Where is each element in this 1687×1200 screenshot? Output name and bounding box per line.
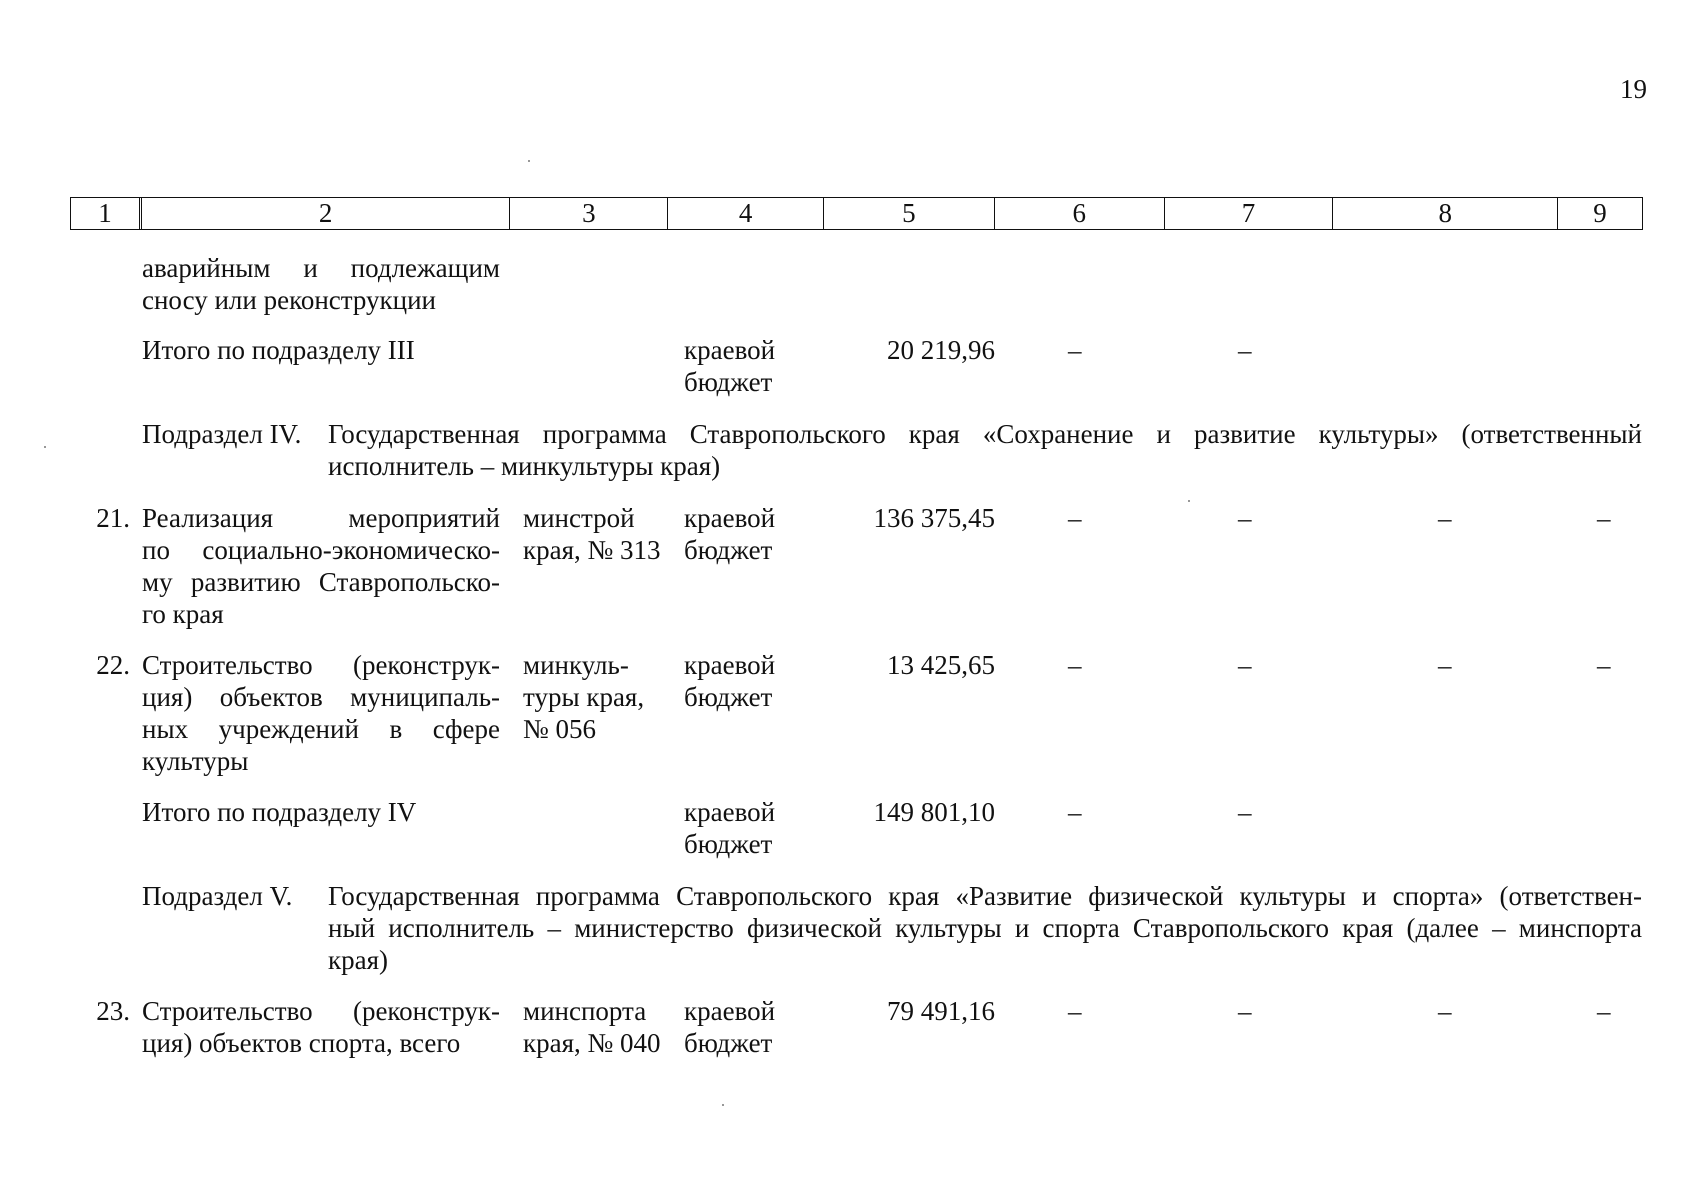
amount: 20 219,96 <box>887 335 995 365</box>
text-line: го края <box>142 599 224 629</box>
header-col-8: 8 <box>1333 198 1558 229</box>
dash-col-7: – <box>1238 996 1252 1026</box>
budget-source <box>684 649 804 713</box>
header-col-7: 7 <box>1165 198 1334 229</box>
amount: 136 375,45 <box>873 503 995 533</box>
header-col-2: 2 <box>142 198 511 229</box>
text-line: Государственная программа Ставропольского края «Развитие физической культуры и спорта» (ответствен- <box>328 881 1642 911</box>
text-line: минкуль- <box>523 650 629 680</box>
text-line: ный исполнитель – министерство физической культуры и спорта Ставропольского края (далее – минспорта <box>328 913 1642 943</box>
measure-name <box>142 649 500 777</box>
budget-source <box>684 502 804 566</box>
text-line: ных учреждений в сфере <box>142 714 500 744</box>
text-line: краевой <box>684 335 776 365</box>
total-label: Итого по подразделу III <box>142 335 415 365</box>
dash-col-6: – <box>1068 996 1082 1026</box>
amount: 149 801,10 <box>873 797 995 827</box>
text-line: Строительство (реконструк- <box>142 996 500 1026</box>
text-line: минспорта <box>523 996 647 1026</box>
subsection-label: Подраздел IV. <box>142 419 302 449</box>
budget-source <box>684 796 804 860</box>
text-line: Реализация мероприятий <box>142 503 500 533</box>
text-line: по социально-экономическо- <box>142 535 500 565</box>
text-line: края, № 040 <box>523 1028 661 1058</box>
executor <box>523 995 673 1059</box>
scan-speck <box>722 1104 724 1106</box>
text-line: Строительство (реконструк- <box>142 650 500 680</box>
executor <box>523 649 673 745</box>
measure-name <box>142 502 500 630</box>
dash-col-6: – <box>1068 335 1082 365</box>
header-col-9: 9 <box>1593 198 1607 228</box>
row-number: 21. <box>96 503 130 533</box>
text-line: краевой <box>684 503 776 533</box>
text-line: края, № 313 <box>523 535 661 565</box>
continuation-text <box>142 252 500 316</box>
dash-col-7: – <box>1238 335 1252 365</box>
scan-speck <box>1188 500 1190 502</box>
column-number-header <box>70 197 1643 230</box>
text-line: № 056 <box>523 714 597 744</box>
text-line: краевой <box>684 996 776 1026</box>
text-line: краевой <box>684 650 776 680</box>
text-line: минстрой <box>523 503 635 533</box>
row-number: 22. <box>96 650 130 680</box>
text-line: края) <box>328 945 389 975</box>
budget-source <box>684 995 804 1059</box>
text-line: ция) объектов муниципаль- <box>142 682 500 712</box>
dash-col-6: – <box>1068 503 1082 533</box>
text-line: бюджет <box>684 1028 773 1058</box>
text-line: бюджет <box>684 682 773 712</box>
measure-name <box>142 995 500 1059</box>
header-col-3: 3 <box>510 198 668 229</box>
subsection-title <box>328 880 1642 976</box>
total-label: Итого по подразделу IV <box>142 797 417 827</box>
text-line: Государственная программа Ставропольского края «Сохранение и развитие культуры» (ответственный <box>328 419 1642 449</box>
executor <box>523 502 673 566</box>
dash-col-7: – <box>1238 797 1252 827</box>
dash-col-9: – <box>1597 650 1611 680</box>
text-line: ция) объектов спорта, всего <box>142 1028 461 1058</box>
text-line: бюджет <box>684 367 773 397</box>
header-col-1: 1 <box>71 198 142 229</box>
header-col-5: 5 <box>824 198 995 229</box>
dash-col-8: – <box>1438 650 1452 680</box>
text-line: культуры <box>142 746 249 776</box>
text-line: бюджет <box>684 829 773 859</box>
amount: 13 425,65 <box>887 650 995 680</box>
text-line: сносу или реконструкции <box>142 285 437 315</box>
scan-speck <box>44 446 46 448</box>
dash-col-6: – <box>1068 650 1082 680</box>
subsection-title <box>328 418 1642 482</box>
dash-col-8: – <box>1438 503 1452 533</box>
text-line: краевой <box>684 797 776 827</box>
text-line: исполнитель – минкультуры края) <box>328 451 721 481</box>
header-col-4: 4 <box>668 198 824 229</box>
dash-col-9: – <box>1597 996 1611 1026</box>
dash-col-6: – <box>1068 797 1082 827</box>
text-line: бюджет <box>684 535 773 565</box>
text-line: му развитию Ставропольско- <box>142 567 500 597</box>
dash-col-9: – <box>1597 503 1611 533</box>
subsection-label: Подраздел V. <box>142 881 293 911</box>
scan-speck <box>528 160 530 162</box>
page-number: 19 <box>1620 74 1647 104</box>
header-col-6: 6 <box>995 198 1165 229</box>
budget-source <box>684 334 804 398</box>
dash-col-7: – <box>1238 650 1252 680</box>
dash-col-8: – <box>1438 996 1452 1026</box>
text-line: аварийным и подлежащим <box>142 253 500 283</box>
row-number: 23. <box>96 996 130 1026</box>
amount: 79 491,16 <box>887 996 995 1026</box>
text-line: туры края, <box>523 682 645 712</box>
dash-col-7: – <box>1238 503 1252 533</box>
